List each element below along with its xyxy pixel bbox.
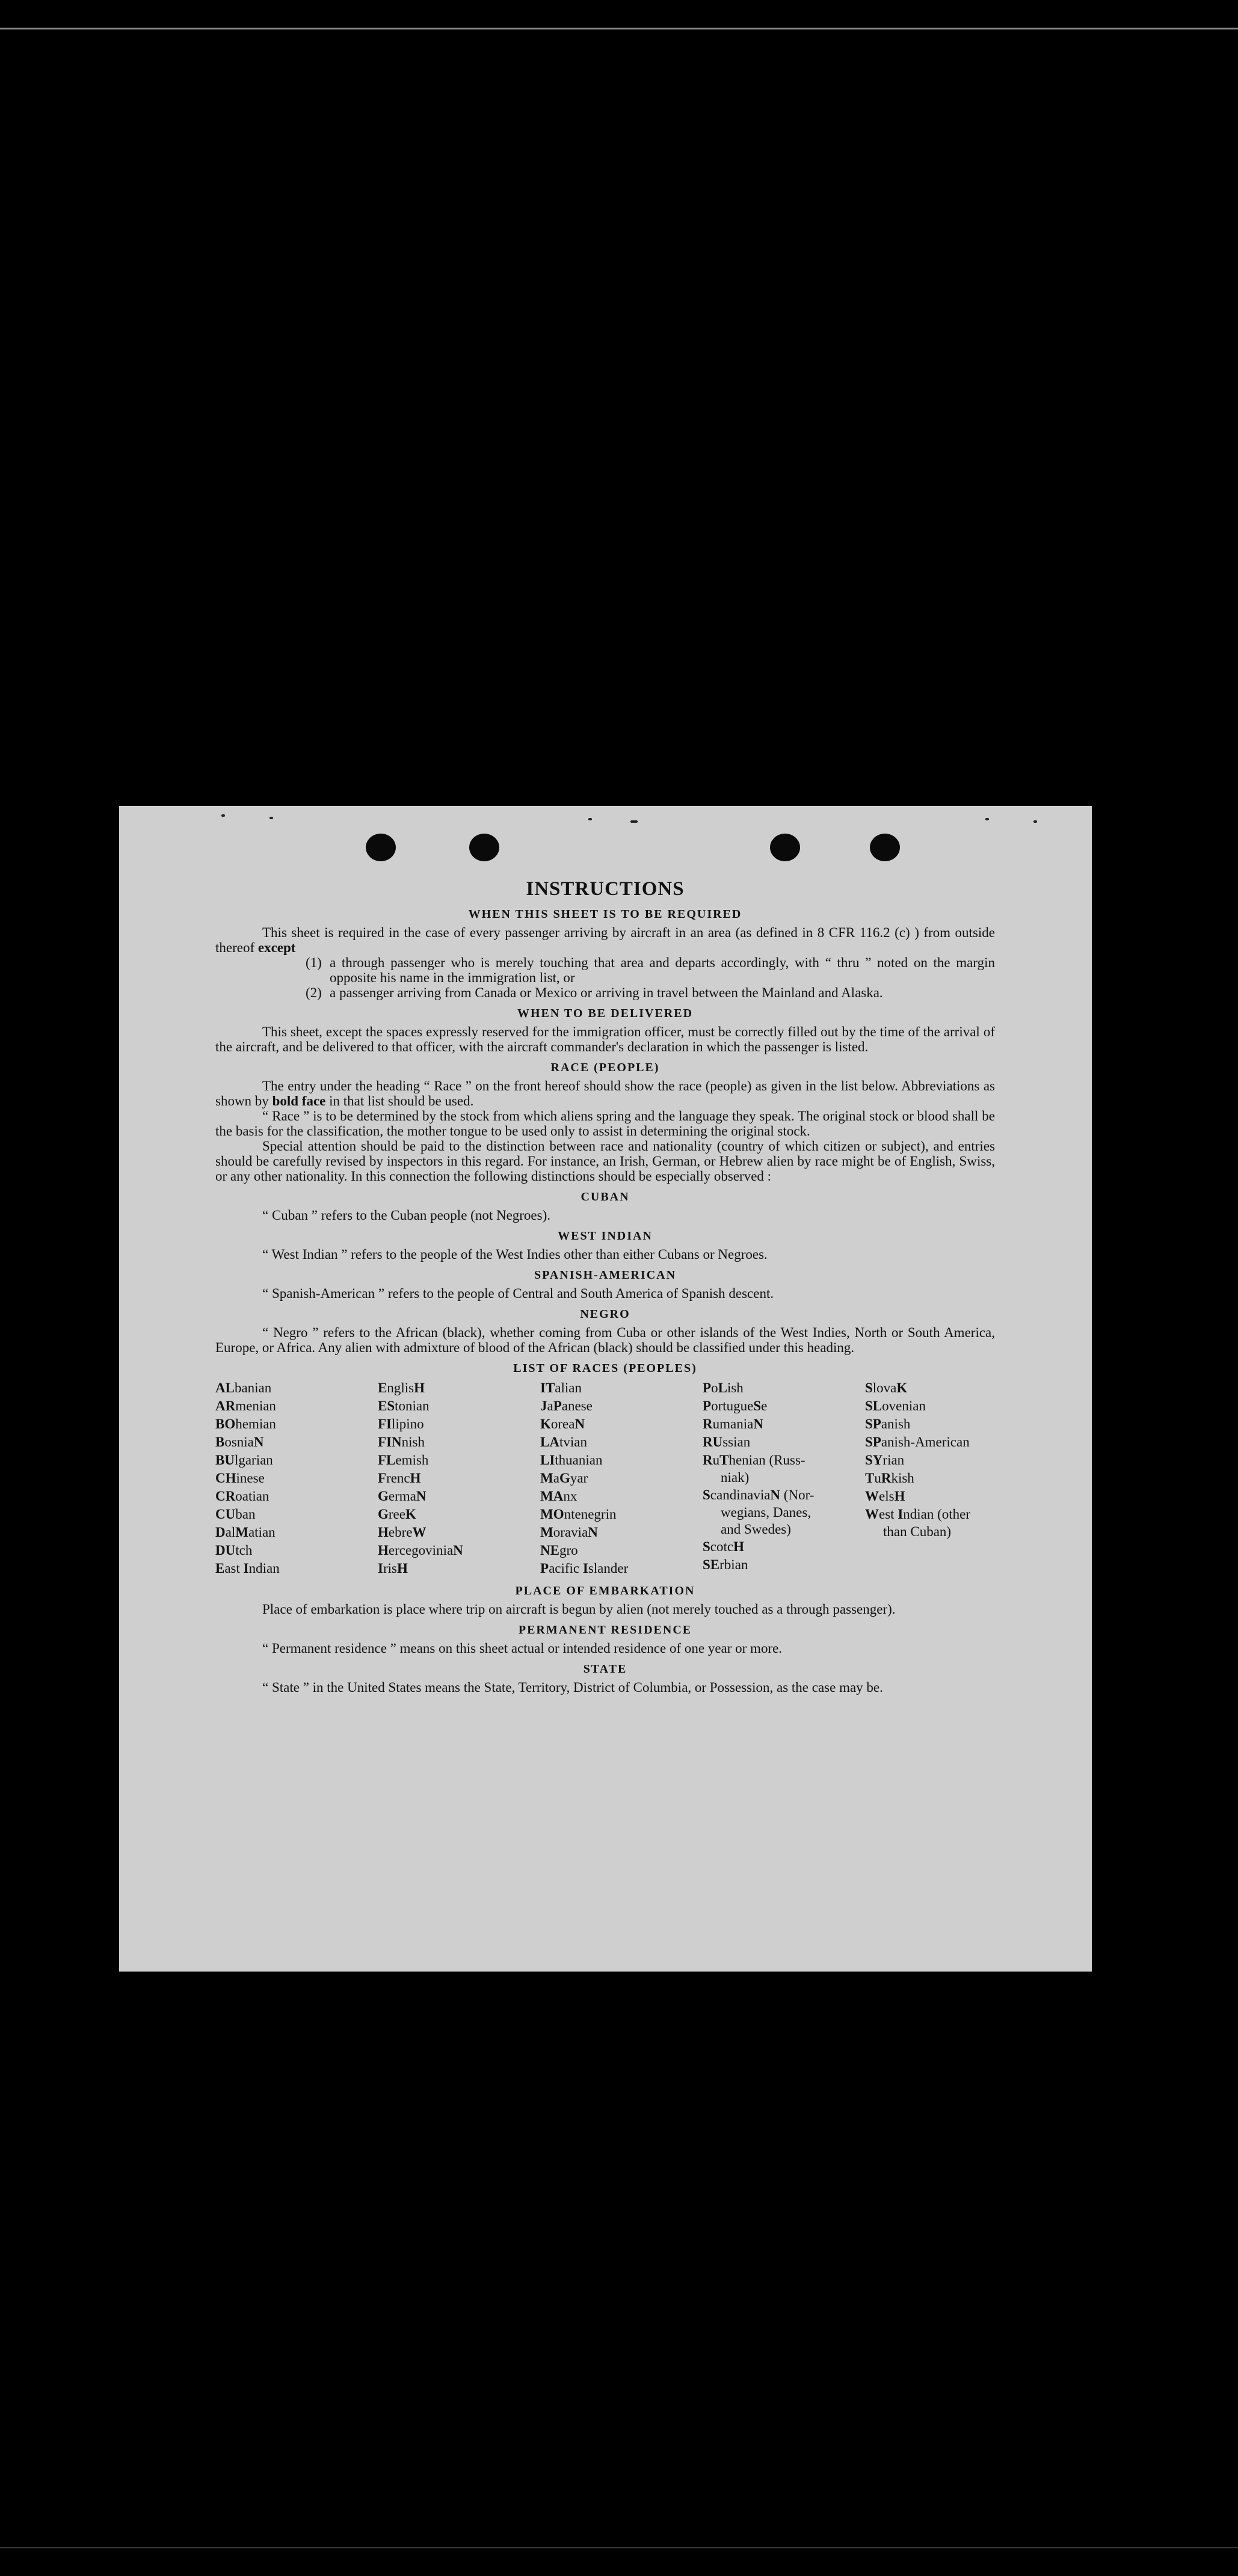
race-entry: ScotcH [703, 1539, 744, 1554]
race-entry: PortugueSe [703, 1398, 768, 1413]
exception-item-2: (2) a passenger arriving from Canada or Mexico or arriving in travel between the Mainland and Alaska. [306, 985, 883, 1000]
race-entry: SlovaK [865, 1380, 908, 1395]
race-entry: ScandinaviaN (Nor- [703, 1487, 815, 1502]
race-entry: RUssian [703, 1434, 751, 1449]
race-entry: FrencH [378, 1471, 421, 1486]
race-entry: SYrian [865, 1452, 905, 1468]
race-entry: GreeK [378, 1507, 416, 1522]
top-border-line [0, 28, 1238, 29]
races-column [703, 1379, 865, 1578]
race-entry: RumaniaN [703, 1416, 763, 1431]
heading-spanish-american: SPANISH-AMERICAN [534, 1268, 677, 1282]
race-entry: WelsH [865, 1489, 905, 1504]
paper-speck [985, 818, 989, 820]
races-column [865, 1379, 1003, 1578]
paper-speck [630, 820, 638, 823]
race-entry: Pacific Islander [540, 1561, 629, 1576]
race-entry: SPanish-American [865, 1434, 970, 1449]
punch-hole [469, 834, 499, 861]
race-entry: FINnish [378, 1434, 425, 1449]
paper-speck [1033, 820, 1037, 823]
race-entry: and Swedes) [721, 1522, 791, 1537]
race-entry: than Cuban) [883, 1524, 952, 1539]
race-entry: HercegoviniaN [378, 1543, 463, 1558]
race-entry: ALbanian [215, 1380, 272, 1395]
heading-permanent-residence: PERMANENT RESIDENCE [518, 1623, 692, 1637]
exception-item-1: (1) a through passenger who is merely touching that area and departs accordingly, with “ thru ” noted on the margin opposite his name in the immigration list, or [306, 955, 995, 985]
races-column [215, 1379, 378, 1578]
heading-negro: NEGRO [580, 1308, 630, 1321]
race-entry: East Indian [215, 1561, 280, 1576]
paragraph-negro: “ Negro ” refers to the African (black), whether coming from Cuba or other islands of the West Indies, North or South America, Europe, or Africa. Any alien with admixture of blood of the African (black) should be classified under this heading. [215, 1325, 995, 1355]
punch-hole [870, 834, 900, 861]
race-entry: CHinese [215, 1471, 265, 1486]
bottom-border-line [0, 2547, 1238, 2548]
race-entry: KoreaN [540, 1416, 585, 1431]
race-entry: PoLish [703, 1380, 744, 1395]
races-column [540, 1379, 703, 1578]
paragraph-cuban: “ Cuban ” refers to the Cuban people (not Negroes). [262, 1208, 551, 1223]
race-entry: MAnx [540, 1489, 577, 1504]
race-entry: FIlipino [378, 1416, 424, 1431]
race-entry: DalMatian [215, 1525, 276, 1540]
paragraph-race-2: “ Race ” is to be determined by the stock from which aliens spring and the language they speak. The original stock or blood shall be the basis for the classification, the mother tongue to be used only to assist in determining the original stock. [215, 1108, 995, 1139]
paper-speck [588, 818, 592, 820]
race-entry: EStonian [378, 1398, 430, 1413]
heading-cuban: CUBAN [581, 1190, 630, 1203]
race-entry: CUban [215, 1507, 256, 1522]
race-entry: BUlgarian [215, 1452, 273, 1468]
heading-state: STATE [583, 1662, 627, 1676]
race-entry: SPanish [865, 1416, 911, 1431]
race-entry: GermaN [378, 1489, 427, 1504]
paragraph-when-delivered: This sheet, except the spaces expressly reserved for the immigration officer, must be correctly filled out by the time of the arrival of the aircraft, and be delivered to that officer, with the aircraft commander's declaration in which the passenger is listed. [215, 1024, 995, 1054]
heading-when-required: WHEN THIS SHEET IS TO BE REQUIRED [468, 908, 742, 921]
paragraph-spanish-american: “ Spanish-American ” refers to the people of Central and South America of Spanish descent. [262, 1286, 774, 1301]
paper-speck [269, 817, 273, 819]
race-entry: DUtch [215, 1543, 253, 1558]
race-entry: BosniaN [215, 1434, 264, 1449]
heading-west-indian: WEST INDIAN [558, 1229, 653, 1243]
race-entry: wegians, Danes, [721, 1505, 811, 1520]
instruction-sheet [119, 806, 1092, 1972]
paragraph-permanent-residence: “ Permanent residence ” means on this sheet actual or intended residence of one year or more. [262, 1641, 783, 1656]
race-entry: ARmenian [215, 1398, 276, 1413]
race-entry: TuRkish [865, 1471, 914, 1486]
race-entry: ITalian [540, 1380, 582, 1395]
punch-hole [770, 834, 800, 861]
heading-race: RACE (PEOPLE) [550, 1061, 660, 1074]
race-entry: FLemish [378, 1452, 429, 1468]
paragraph-when-required: This sheet is required in the case of every passenger arriving by aircraft in an area (as defined in 8 CFR 116.2 (c) ) from outside thereof except [215, 925, 995, 955]
paragraph-west-indian: “ West Indian ” refers to the people of the West Indies other than either Cubans or Negroes. [262, 1247, 768, 1262]
paper-speck [221, 814, 225, 817]
race-entry: SLovenian [865, 1398, 926, 1413]
race-entry: niak) [721, 1470, 750, 1485]
race-entry: MOntenegrin [540, 1507, 617, 1522]
race-entry: BOhemian [215, 1416, 276, 1431]
heading-list-of-races: LIST OF RACES (PEOPLES) [513, 1362, 697, 1375]
race-entry: SErbian [703, 1557, 748, 1572]
paragraph-state: “ State ” in the United States means the State, Territory, District of Columbia, or Possession, as the case may be. [262, 1680, 883, 1695]
heading-when-delivered: WHEN TO BE DELIVERED [517, 1007, 694, 1020]
races-column [378, 1379, 540, 1578]
paragraph-race-1: The entry under the heading “ Race ” on the front hereof should show the race (people) as given in the list below. Abbreviations as shown by bold face in that list should be used. [215, 1078, 995, 1108]
heading-embarkation: PLACE OF EMBARKATION [515, 1584, 695, 1597]
race-entry: IrisH [378, 1561, 408, 1576]
race-entry: MaGyar [540, 1471, 588, 1486]
race-entry: MoraviaN [540, 1525, 598, 1540]
race-entry: NEgro [540, 1543, 578, 1558]
paragraph-embarkation: Place of embarkation is place where trip on aircraft is begun by alien (not merely touched as a through passenger). [262, 1602, 896, 1617]
page-title: INSTRUCTIONS [526, 878, 685, 900]
punch-hole [366, 834, 396, 861]
race-entry: LIthuanian [540, 1452, 603, 1468]
race-entry: HebreW [378, 1525, 427, 1540]
races-list [215, 1379, 995, 1578]
race-entry: JaPanese [540, 1398, 593, 1413]
race-entry: EnglisH [378, 1380, 425, 1395]
instructions-content [215, 877, 995, 1695]
race-entry: West Indian (other [865, 1507, 971, 1522]
race-entry: CRoatian [215, 1489, 269, 1504]
race-entry: LAtvian [540, 1434, 587, 1449]
race-entry: RuThenian (Russ- [703, 1452, 805, 1468]
paragraph-race-3: Special attention should be paid to the distinction between race and nationality (country of which citizen or subject), and entries should be carefully revised by inspectors in this regard. For instance, an Irish, German, or Hebrew alien by race might be of English, Swiss, or any other nationality. In this connection the following distinctions should be especially observed : [215, 1139, 995, 1184]
